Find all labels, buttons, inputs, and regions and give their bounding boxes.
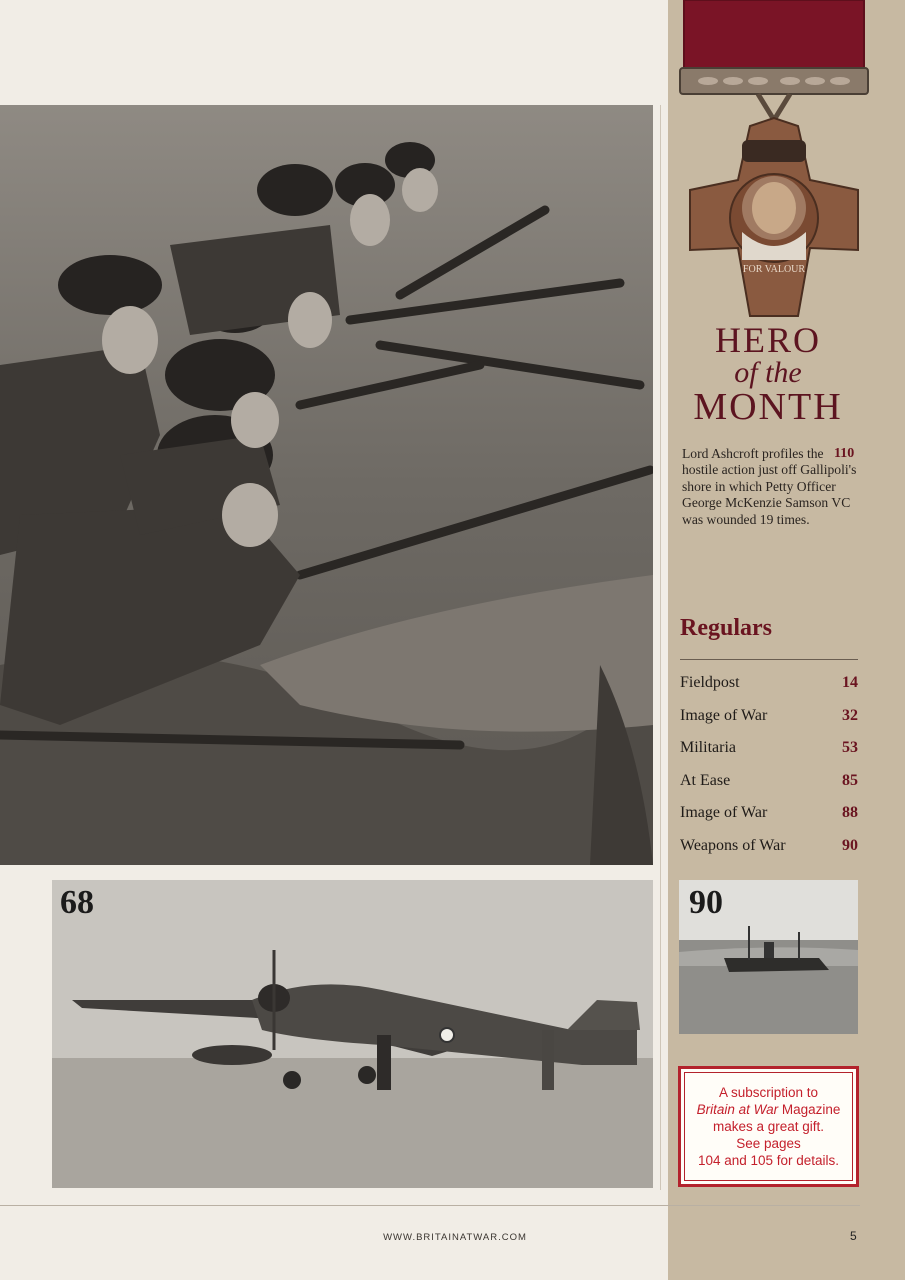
page-number: 5 <box>850 1229 857 1243</box>
regulars-item-label: Image of War <box>680 706 768 724</box>
regulars-item-page: 32 <box>842 706 858 724</box>
regulars-item-page: 88 <box>842 804 858 822</box>
soldiers-photo <box>0 105 653 865</box>
subscription-line5: 104 and 105 for details. <box>697 1153 840 1168</box>
regulars-item-page: 85 <box>842 771 858 789</box>
regulars-list <box>680 667 858 862</box>
regulars-item-page: 90 <box>842 836 858 854</box>
regulars-item-label: Image of War <box>680 804 768 822</box>
aircraft-page-ref: 68 <box>60 884 94 921</box>
subscription-text <box>684 1072 853 1181</box>
ship-page-ref: 90 <box>689 884 723 921</box>
subscription-line1: A subscription to <box>718 1085 819 1100</box>
regulars-item[interactable] <box>680 700 858 733</box>
regulars-heading: Regulars <box>680 615 772 641</box>
hero-blurb: Lord Ashcroft profiles the hostile action just off Gallipoli's shore in which Petty Officer George McKenzie Samson VC was wounded 19 times. <box>682 446 857 527</box>
victoria-cross-medal-icon <box>678 0 870 320</box>
hero-title-line2: of the <box>734 356 802 389</box>
magazine-name: Britain at War <box>696 1102 779 1117</box>
regulars-item-label: Militaria <box>680 739 736 757</box>
hero-page-number: 110 <box>834 446 855 461</box>
aircraft-photo <box>52 880 653 1188</box>
subscription-box[interactable] <box>678 1066 859 1187</box>
regulars-item[interactable] <box>680 667 858 700</box>
subscription-line2-rest: Magazine <box>778 1102 841 1117</box>
hero-title-line3: MONTH <box>693 386 843 428</box>
subscription-line2 <box>697 1101 841 1118</box>
footer-url[interactable]: WWW.BRITAINATWAR.COM <box>383 1232 527 1243</box>
regulars-item-label: At Ease <box>680 771 731 789</box>
regulars-item-page: 14 <box>842 674 858 692</box>
hero-of-the-month-title <box>668 322 868 426</box>
regulars-item[interactable] <box>680 765 858 798</box>
medal-inscription: FOR VALOUR <box>742 264 806 275</box>
regulars-item[interactable] <box>680 797 858 830</box>
footer-divider <box>0 1205 860 1206</box>
regulars-item-label: Fieldpost <box>680 674 740 692</box>
regulars-divider <box>680 659 858 660</box>
subscription-line4: See pages <box>736 1136 801 1151</box>
column-divider <box>660 105 661 1190</box>
regulars-item[interactable] <box>680 830 858 863</box>
regulars-item-page: 53 <box>842 739 858 757</box>
hero-title-line1: HERO <box>715 320 821 360</box>
regulars-item[interactable] <box>680 732 858 765</box>
regulars-item-label: Weapons of War <box>680 836 786 854</box>
subscription-line3: makes a great gift. <box>712 1119 825 1134</box>
